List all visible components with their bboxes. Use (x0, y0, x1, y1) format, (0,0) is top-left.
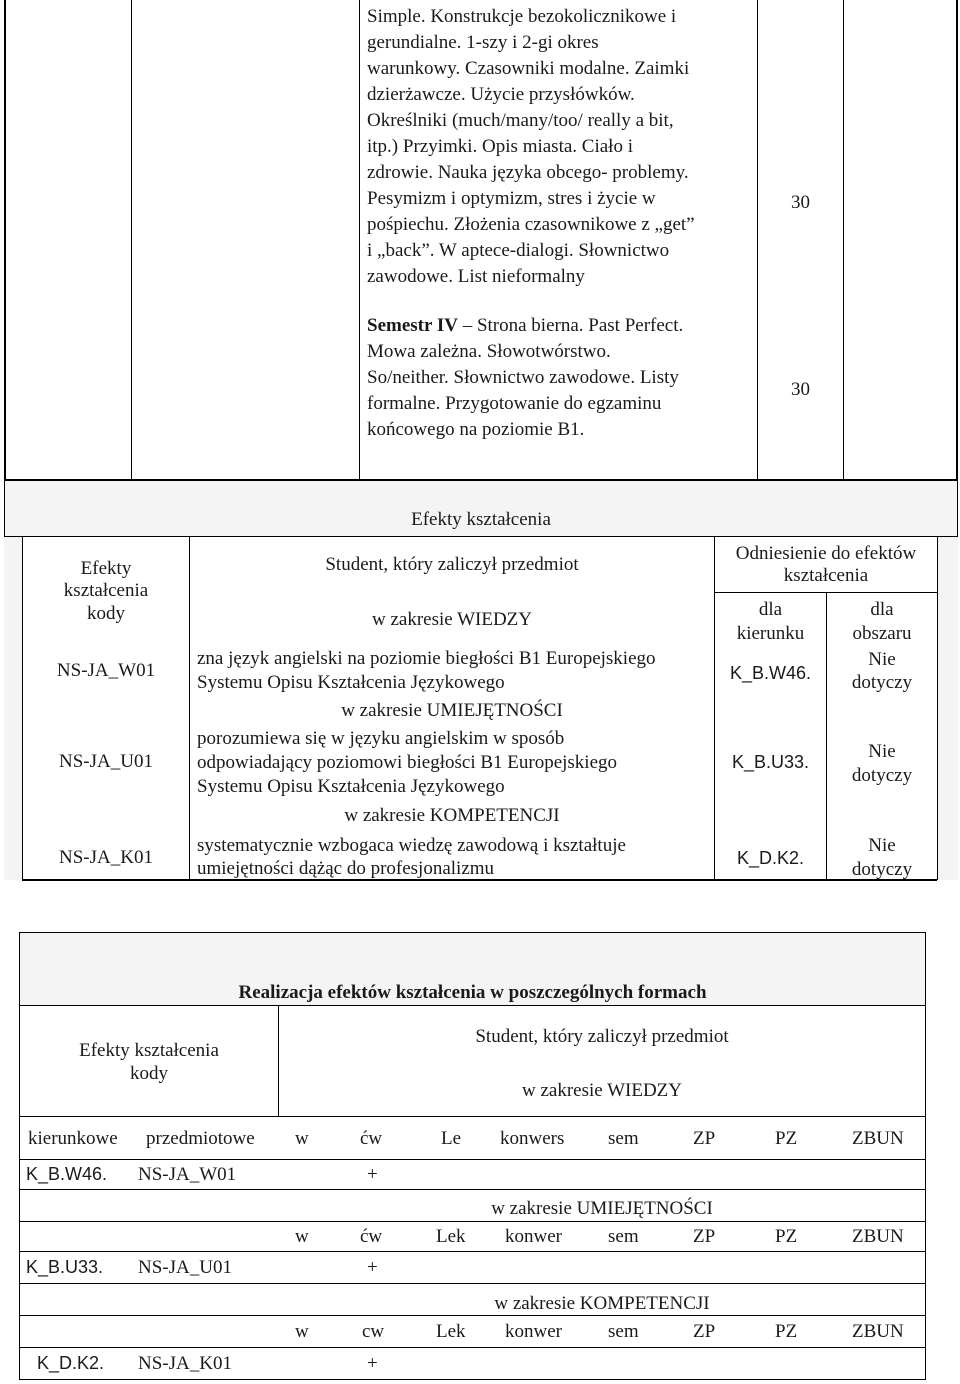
topic-line: Simple. Konstrukcje bezokolicznikowe i (367, 6, 677, 27)
hdr-zp: ZP (693, 1128, 716, 1149)
row-kierunkowe: K_D.K2. (37, 1353, 105, 1373)
sk-zbun: ZBUN (852, 1226, 904, 1247)
sk-cw: ćw (360, 1226, 383, 1247)
effects-title: Efekty kształcenia (411, 509, 551, 530)
skills-label: w zakresie UMIEJĘTNOŚCI (341, 700, 563, 721)
effect-code: NS-JA_K01 (59, 847, 153, 868)
hdr-sem: sem (608, 1128, 639, 1149)
topic-line: warunkowy. Czasowniki modalne. Zaimki (367, 58, 690, 79)
topic-line: Pesymizm i optymizm, stres i życie w (367, 188, 656, 209)
sk-zp: ZP (693, 1226, 716, 1247)
topic-line: zawodowe. List nieformalny (367, 266, 585, 287)
real-codes-header: kody (130, 1063, 168, 1084)
co-w: w (295, 1321, 309, 1342)
sk-w: w (295, 1226, 309, 1247)
hdr-przedmiotowe: przedmiotowe (146, 1128, 255, 1149)
row-kierunkowe: K_B.U33. (26, 1257, 104, 1277)
topic-line: pośpiechu. Złożenia czasownikowe z „get” (367, 214, 695, 235)
co-zbun: ZBUN (852, 1321, 904, 1342)
co-konwer: konwer (505, 1321, 562, 1342)
realization-title (20, 980, 925, 1005)
topic-line: gerundialne. 1-szy i 2-gi okres (367, 32, 599, 53)
student-header: Student, który zaliczył przedmiot (325, 554, 579, 575)
codes-header-line: kody (87, 603, 125, 624)
co-zp: ZP (693, 1321, 716, 1342)
ref-header-line: kształcenia (783, 565, 869, 586)
semestr-label: Semestr IV (367, 315, 458, 336)
effect-kierunek: K_B.W46. (729, 663, 812, 683)
co-lek: Lek (436, 1321, 466, 1342)
hdr-zbun: ZBUN (852, 1128, 904, 1149)
real-competence-label: w zakresie KOMPETENCJI (494, 1293, 710, 1314)
col-obszar: obszaru (852, 623, 912, 644)
co-cw: cw (362, 1321, 385, 1342)
row-przedmiotowe: NS-JA_K01 (138, 1353, 232, 1374)
effect-desc: systematycznie wzbogaca wiedzę zawodową i kształtuje (197, 835, 626, 856)
co-pz: PZ (775, 1321, 798, 1342)
col-kierunek: dla (758, 599, 783, 620)
real-skills-label: w zakresie UMIEJĘTNOŚCI (491, 1198, 713, 1219)
codes-header-line: kształcenia (63, 580, 149, 601)
topic-line: formalne. Przygotowanie do egzaminu (367, 393, 662, 414)
sk-sem: sem (608, 1226, 639, 1247)
effect-code: NS-JA_U01 (59, 751, 153, 772)
competence-label: w zakresie KOMPETENCJI (344, 805, 560, 826)
effect-kierunek: K_D.K2. (736, 848, 805, 868)
topic-line: zdrowie. Nauka języka obcego- problemy. (367, 162, 689, 183)
topic-line: dzierżawcze. Użycie przysłówków. (367, 84, 635, 105)
row-mark: + (367, 1164, 378, 1185)
effect-obszar: Nie (868, 835, 896, 856)
real-student-header: Student, który zaliczył przedmiot (475, 1026, 729, 1047)
effect-code: NS-JA_W01 (56, 660, 156, 681)
topic-line: itp.) Przyimki. Opis miasta. Ciało i (367, 136, 633, 157)
effect-desc: Systemu Opisu Kształcenia Językowego (197, 776, 505, 797)
effect-kierunek: K_B.U33. (731, 752, 810, 772)
hours-part2: 30 (791, 379, 810, 400)
row-kierunkowe: K_B.W46. (26, 1164, 108, 1184)
topic-line: końcowego na poziomie B1. (367, 419, 585, 440)
ref-header-line: Odniesienie do efektów (735, 543, 917, 564)
effect-desc: umiejętności dążąc do profesjonalizmu (197, 858, 495, 879)
row-mark: + (367, 1353, 378, 1374)
effect-desc: Systemu Opisu Kształcenia Językowego (197, 672, 505, 693)
row-mark: + (367, 1257, 378, 1278)
hdr-konwers: konwers (500, 1128, 565, 1149)
topic-line: Określniki (much/many/too/ really a bit, (367, 110, 674, 131)
sk-konwer: konwer (505, 1226, 562, 1247)
hours-part1: 30 (791, 192, 810, 213)
hdr-cw: ćw (360, 1128, 383, 1149)
realization-title-text: Realizacja efektów kształcenia w poszczególnych formach (238, 982, 707, 1003)
row-przedmiotowe: NS-JA_U01 (138, 1257, 232, 1278)
real-knowledge-label: w zakresie WIEDZY (521, 1080, 683, 1101)
real-codes-header: Efekty kształcenia (79, 1040, 219, 1061)
hdr-w: w (295, 1128, 309, 1149)
effect-obszar: dotyczy (851, 859, 913, 880)
effect-desc: odpowiadający poziomowi biegłości B1 Europejskiego (197, 752, 618, 773)
effect-obszar: Nie (868, 741, 896, 762)
knowledge-label: w zakresie WIEDZY (371, 609, 533, 630)
topic-line: So/neither. Słownictwo zawodowe. Listy (367, 367, 679, 388)
semestr-line-rest: – Strona bierna. Past Perfect. (457, 315, 684, 336)
hdr-le: Le (441, 1128, 462, 1149)
sk-pz: PZ (775, 1226, 798, 1247)
effect-desc: porozumiewa się w języku angielskim w sposób (197, 728, 565, 749)
codes-header-line: Efekty (80, 558, 132, 579)
semestr-line (367, 313, 683, 338)
co-sem: sem (608, 1321, 639, 1342)
row-przedmiotowe: NS-JA_W01 (138, 1164, 237, 1185)
effect-obszar: Nie (868, 649, 896, 670)
hdr-kierunkowe: kierunkowe (28, 1128, 118, 1149)
effect-obszar: dotyczy (851, 672, 913, 693)
col-kierunek: kierunku (736, 623, 805, 644)
col-obszar: dla (870, 599, 894, 620)
hdr-pz: PZ (775, 1128, 798, 1149)
effect-obszar: dotyczy (851, 765, 913, 786)
topic-line: Mowa zależna. Słowotwórstwo. (367, 341, 611, 362)
effect-desc: zna język angielski na poziomie biegłości B1 Europejskiego (197, 648, 656, 669)
topic-line: i „back”. W aptece-dialogi. Słownictwo (367, 240, 670, 261)
sk-lek: Lek (436, 1226, 466, 1247)
